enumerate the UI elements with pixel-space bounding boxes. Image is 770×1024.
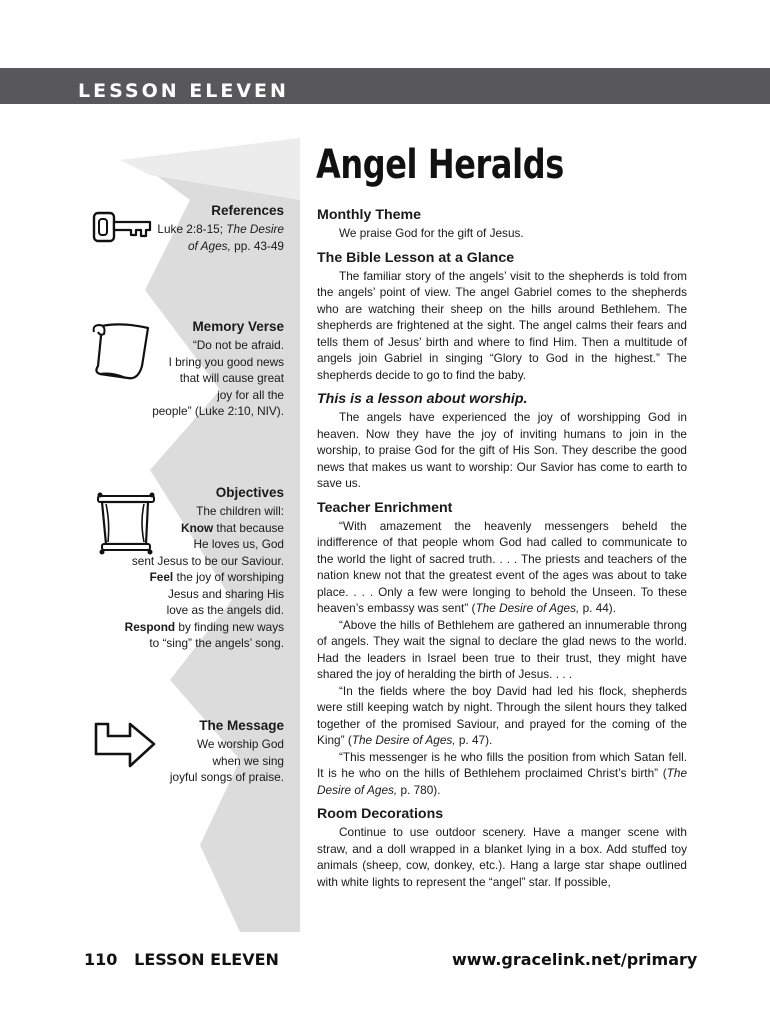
objectives-line: to “sing” the angels’ song. <box>149 636 284 650</box>
memory-verse-line: people” (Luke 2:10, NIV). <box>152 404 284 418</box>
enrichment-heading: Teacher Enrichment <box>317 499 453 516</box>
memory-verse-block <box>152 318 284 420</box>
enrichment-paragraph <box>317 683 687 749</box>
citation-page: p. 47). <box>455 733 493 747</box>
footer-page-label <box>84 950 279 969</box>
objectives-line: sent Jesus to be our Saviour. <box>131 553 284 568</box>
objectives-line: Jesus and sharing His <box>167 586 284 601</box>
objectives-heading: Objectives <box>215 485 284 500</box>
enrichment-text: “In the fields where the boy David had led his flock, shepherds were still keeping watch by night. Through the silent hours they talked together of the promised Saviour, and prayed for the coming of the King” ( <box>317 683 687 747</box>
respond-label: Respond <box>124 619 176 634</box>
citation: The Desire of Ages, <box>317 766 687 797</box>
footer-url[interactable]: www.gracelink.net/primary <box>452 950 698 969</box>
objectives-line: He loves us, God <box>193 537 284 551</box>
memory-verse-line: “Do not be afraid. <box>192 338 284 352</box>
memory-verse-line: joy for all the <box>217 387 284 402</box>
monthly-theme-text: We praise God for the gift of Jesus. <box>339 226 524 240</box>
enrichment-text: “With amazement the heavenly messengers beheld the indifference of that people whom God had called to communicate to the world the light of sacred truth. . . . The priests and teachers of the nation knew not that the greatest event of the ages was about to take place. . . . Only a few were longing to behold the Unseen. To these heaven’s embassy was sent” ( <box>317 518 687 615</box>
references-line-1: Luke 2:8-15; The Desire <box>157 222 284 236</box>
feel-label: Feel <box>149 570 174 584</box>
enrichment-text: “This messenger is he who fills the position from which Satan fell. It is he who on the hills of Bethlehem proclaimed Christ’s birth” ( <box>317 749 687 780</box>
enrichment-paragraph <box>317 749 687 799</box>
feel-text: the joy of worshiping <box>173 570 284 584</box>
worship-section <box>317 390 687 492</box>
footer-lesson: LESSON ELEVEN <box>134 950 279 969</box>
glance-section <box>317 249 687 384</box>
decorations-heading: Room Decorations <box>317 806 444 822</box>
monthly-theme-section <box>317 206 687 242</box>
monthly-theme-heading: Monthly Theme <box>317 207 422 223</box>
key-icon <box>92 210 154 244</box>
enrichment-paragraph: “Above the hills of Bethlehem are gathered an innumerable throng of angels. They wait the signal to declare the glad news to the world. Had the leaders in Israel been true to their trust, they might have shared the joy of heralding the birth of Jesus. . . . <box>317 617 687 681</box>
memory-verse-heading: Memory Verse <box>192 319 284 334</box>
know-text: that because <box>213 520 284 535</box>
message-line: when we sing <box>212 753 284 768</box>
decorations-section <box>317 805 687 890</box>
objectives-block <box>125 484 284 652</box>
message-block <box>170 717 284 786</box>
page-number: 110 <box>84 950 118 969</box>
message-heading: The Message <box>199 718 284 733</box>
glance-text: The familiar story of the angels’ visit to the shepherds is told from the angels’ point of view. The angel Gabriel comes to the shepherds who are watching their sheep on the hills around Bethlehem. The shepherds are frightened at the sight. The angel calms their fears and tells them of Jesus’ birth and where to find Him. Then a multitude of angels join Gabriel in singing “Glory to God in the highest.” The shepherds decide to go to find the baby. <box>317 268 687 382</box>
arrow-icon <box>92 720 158 770</box>
glance-heading: The Bible Lesson at a Glance <box>317 249 515 266</box>
memory-verse-line: that will cause great <box>179 371 284 385</box>
objectives-line: The children will: <box>196 504 284 518</box>
memory-verse-line: I bring you good news <box>168 354 284 369</box>
lesson-banner-title: LESSON ELEVEN <box>78 80 289 102</box>
objectives-feel-line <box>125 569 284 586</box>
worship-heading: This is a lesson about worship. <box>317 391 528 407</box>
enrichment-section <box>317 499 687 799</box>
objectives-know-line <box>125 520 284 537</box>
objectives-line: love as the angels did. <box>166 603 284 617</box>
references-line-2: of Ages, pp. 43-49 <box>188 238 284 253</box>
objectives-respond-line <box>125 619 284 636</box>
references-heading: References <box>211 203 284 218</box>
know-label: Know <box>181 520 214 535</box>
enrichment-paragraph <box>317 518 687 617</box>
message-line: We worship God <box>197 737 284 751</box>
message-line: joyful songs of praise. <box>169 770 284 784</box>
scroll-icon <box>92 322 154 384</box>
respond-text: by finding new ways <box>175 619 284 634</box>
worship-text: The angels have experienced the joy of worshipping God in heaven. Now they have the joy of inviting humans to join in the worship, to praise God for the gift of His Son. They describe the good news that makes us want to worship: Our Savior has come to earth to save us. <box>317 410 687 490</box>
citation: The Desire of Ages, <box>475 601 580 615</box>
citation-page: p. 44). <box>579 601 617 615</box>
citation: The Desire of Ages, <box>351 733 456 747</box>
decorations-text: Continue to use outdoor scenery. Have a manger scene with straw, and a doll wrapped in a blanket lying in a box. Add stuffed toy animals (sheep, cow, donkey, etc.). Hang a large star shape outlined with white lights to represent the “angel” star. If possible, <box>317 825 687 889</box>
citation-page: p. 780). <box>397 782 441 797</box>
main-column <box>317 206 687 890</box>
page-title: Angel Heralds <box>316 142 564 188</box>
references-block <box>157 202 284 254</box>
